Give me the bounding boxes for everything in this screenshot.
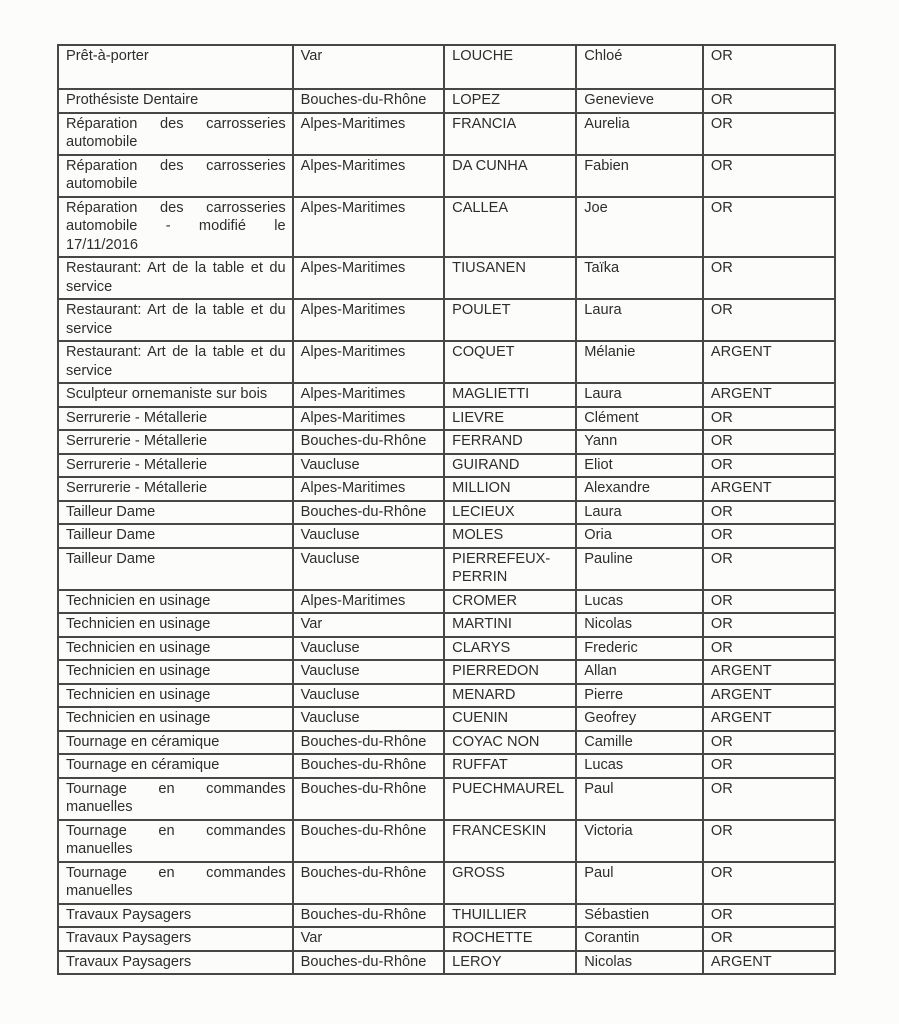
cell-profession: Réparation des carrosseries automobile [58,155,293,197]
cell-profession: Technicien en usinage [58,684,293,708]
cell-medaille: OR [703,155,835,197]
results-table-body [58,45,835,974]
table-row [58,454,835,478]
cell-medaille: OR [703,862,835,904]
cell-prenom: Sébastien [576,904,703,928]
cell-medaille: OR [703,904,835,928]
table-row [58,707,835,731]
cell-departement: Bouches-du-Rhône [293,754,445,778]
cell-departement: Alpes-Maritimes [293,299,445,341]
cell-medaille: OR [703,113,835,155]
cell-nom: CLARYS [444,637,576,661]
cell-medaille: ARGENT [703,684,835,708]
cell-medaille: OR [703,89,835,113]
cell-departement: Bouches-du-Rhône [293,820,445,862]
table-row [58,613,835,637]
cell-prenom: Pierre [576,684,703,708]
cell-departement: Alpes-Maritimes [293,590,445,614]
table-row [58,197,835,258]
cell-profession: Technicien en usinage [58,707,293,731]
cell-nom: POULET [444,299,576,341]
cell-nom: THUILLIER [444,904,576,928]
cell-medaille: OR [703,613,835,637]
cell-prenom: Frederic [576,637,703,661]
cell-nom: LECIEUX [444,501,576,525]
cell-nom: GUIRAND [444,454,576,478]
cell-prenom: Nicolas [576,613,703,637]
cell-profession: Travaux Paysagers [58,904,293,928]
table-row [58,524,835,548]
cell-profession: Tailleur Dame [58,501,293,525]
cell-profession: Prothésiste Dentaire [58,89,293,113]
cell-departement: Bouches-du-Rhône [293,778,445,820]
cell-prenom: Pauline [576,548,703,590]
cell-profession: Technicien en usinage [58,637,293,661]
cell-departement: Alpes-Maritimes [293,197,445,258]
cell-prenom: Genevieve [576,89,703,113]
table-row [58,341,835,383]
cell-profession: Technicien en usinage [58,660,293,684]
cell-profession: Prêt-à-porter [58,45,293,89]
cell-medaille: ARGENT [703,951,835,975]
cell-medaille: OR [703,731,835,755]
table-row [58,660,835,684]
cell-profession: Sculpteur ornemaniste sur bois [58,383,293,407]
table-row [58,430,835,454]
cell-profession: Restaurant: Art de la table et du service [58,257,293,299]
cell-prenom: Paul [576,778,703,820]
cell-medaille: ARGENT [703,707,835,731]
cell-nom: MENARD [444,684,576,708]
cell-nom: COQUET [444,341,576,383]
cell-departement: Alpes-Maritimes [293,155,445,197]
cell-nom: MILLION [444,477,576,501]
cell-prenom: Joe [576,197,703,258]
cell-nom: CUENIN [444,707,576,731]
cell-departement: Alpes-Maritimes [293,477,445,501]
table-row [58,731,835,755]
cell-departement: Vaucluse [293,684,445,708]
cell-prenom: Paul [576,862,703,904]
cell-nom: MARTINI [444,613,576,637]
table-row [58,407,835,431]
cell-medaille: OR [703,501,835,525]
cell-departement: Vaucluse [293,548,445,590]
cell-prenom: Allan [576,660,703,684]
cell-medaille: ARGENT [703,383,835,407]
cell-medaille: OR [703,45,835,89]
cell-nom: PIERREDON [444,660,576,684]
cell-departement: Bouches-du-Rhône [293,904,445,928]
cell-prenom: Laura [576,501,703,525]
cell-departement: Var [293,613,445,637]
cell-medaille: OR [703,778,835,820]
table-row [58,89,835,113]
table-row [58,477,835,501]
cell-departement: Vaucluse [293,660,445,684]
cell-profession: Tailleur Dame [58,548,293,590]
cell-profession: Restaurant: Art de la table et du service [58,341,293,383]
cell-nom: COYAC NON [444,731,576,755]
cell-nom: GROSS [444,862,576,904]
cell-medaille: OR [703,454,835,478]
results-table [57,44,836,975]
cell-departement: Var [293,927,445,951]
cell-nom: FRANCIA [444,113,576,155]
table-row [58,820,835,862]
cell-nom: DA CUNHA [444,155,576,197]
cell-medaille: OR [703,820,835,862]
cell-departement: Vaucluse [293,707,445,731]
cell-departement: Alpes-Maritimes [293,257,445,299]
table-row [58,951,835,975]
table-row [58,754,835,778]
cell-medaille: OR [703,590,835,614]
cell-nom: LEROY [444,951,576,975]
cell-departement: Vaucluse [293,454,445,478]
cell-departement: Bouches-du-Rhône [293,862,445,904]
cell-profession: Travaux Paysagers [58,951,293,975]
cell-profession: Travaux Paysagers [58,927,293,951]
cell-prenom: Camille [576,731,703,755]
cell-departement: Var [293,45,445,89]
cell-nom: FRANCESKIN [444,820,576,862]
cell-medaille: ARGENT [703,477,835,501]
cell-nom: MAGLIETTI [444,383,576,407]
cell-nom: CROMER [444,590,576,614]
cell-departement: Bouches-du-Rhône [293,731,445,755]
cell-prenom: Corantin [576,927,703,951]
table-row [58,904,835,928]
cell-medaille: OR [703,430,835,454]
cell-nom: PIERREFEUX-PERRIN [444,548,576,590]
cell-nom: LOPEZ [444,89,576,113]
cell-medaille: OR [703,927,835,951]
cell-profession: Tailleur Dame [58,524,293,548]
cell-profession: Serrurerie - Métallerie [58,430,293,454]
cell-nom: CALLEA [444,197,576,258]
cell-prenom: Yann [576,430,703,454]
table-row [58,684,835,708]
cell-medaille: OR [703,407,835,431]
cell-profession: Tournage en céramique [58,731,293,755]
cell-prenom: Geofrey [576,707,703,731]
cell-medaille: ARGENT [703,341,835,383]
cell-medaille: ARGENT [703,660,835,684]
table-row [58,548,835,590]
table-row [58,45,835,89]
cell-prenom: Victoria [576,820,703,862]
cell-prenom: Eliot [576,454,703,478]
cell-profession: Réparation des carrosseries automobile [58,113,293,155]
cell-profession: Technicien en usinage [58,613,293,637]
cell-departement: Bouches-du-Rhône [293,89,445,113]
cell-prenom: Lucas [576,754,703,778]
table-row [58,155,835,197]
table-row [58,299,835,341]
cell-departement: Alpes-Maritimes [293,407,445,431]
cell-nom: LOUCHE [444,45,576,89]
cell-nom: MOLES [444,524,576,548]
cell-prenom: Oria [576,524,703,548]
cell-profession: Tournage en commandes manuelles [58,820,293,862]
cell-nom: ROCHETTE [444,927,576,951]
cell-medaille: OR [703,754,835,778]
cell-departement: Bouches-du-Rhône [293,430,445,454]
cell-profession: Tournage en commandes manuelles [58,862,293,904]
table-row [58,927,835,951]
cell-departement: Vaucluse [293,637,445,661]
table-row [58,113,835,155]
cell-prenom: Aurelia [576,113,703,155]
cell-nom: TIUSANEN [444,257,576,299]
cell-prenom: Lucas [576,590,703,614]
cell-departement: Alpes-Maritimes [293,383,445,407]
cell-profession: Tournage en commandes manuelles [58,778,293,820]
cell-prenom: Taïka [576,257,703,299]
cell-medaille: OR [703,548,835,590]
cell-medaille: OR [703,299,835,341]
cell-profession: Tournage en céramique [58,754,293,778]
cell-prenom: Laura [576,383,703,407]
cell-profession: Serrurerie - Métallerie [58,477,293,501]
cell-prenom: Clément [576,407,703,431]
cell-departement: Alpes-Maritimes [293,113,445,155]
table-row [58,590,835,614]
cell-medaille: OR [703,524,835,548]
cell-nom: FERRAND [444,430,576,454]
cell-prenom: Alexandre [576,477,703,501]
cell-prenom: Chloé [576,45,703,89]
cell-nom: LIEVRE [444,407,576,431]
cell-medaille: OR [703,257,835,299]
cell-prenom: Fabien [576,155,703,197]
cell-prenom: Mélanie [576,341,703,383]
cell-nom: RUFFAT [444,754,576,778]
cell-medaille: OR [703,637,835,661]
cell-departement: Bouches-du-Rhône [293,951,445,975]
cell-departement: Vaucluse [293,524,445,548]
cell-prenom: Nicolas [576,951,703,975]
cell-prenom: Laura [576,299,703,341]
table-row [58,862,835,904]
table-row [58,778,835,820]
cell-medaille: OR [703,197,835,258]
table-row [58,637,835,661]
cell-profession: Réparation des carrosseries automobile - modifié le 17/11/2016 [58,197,293,258]
cell-profession: Serrurerie - Métallerie [58,407,293,431]
cell-nom: PUECHMAUREL [444,778,576,820]
cell-departement: Alpes-Maritimes [293,341,445,383]
cell-profession: Technicien en usinage [58,590,293,614]
table-row [58,501,835,525]
cell-profession: Restaurant: Art de la table et du service [58,299,293,341]
table-row [58,257,835,299]
cell-departement: Bouches-du-Rhône [293,501,445,525]
table-row [58,383,835,407]
cell-profession: Serrurerie - Métallerie [58,454,293,478]
